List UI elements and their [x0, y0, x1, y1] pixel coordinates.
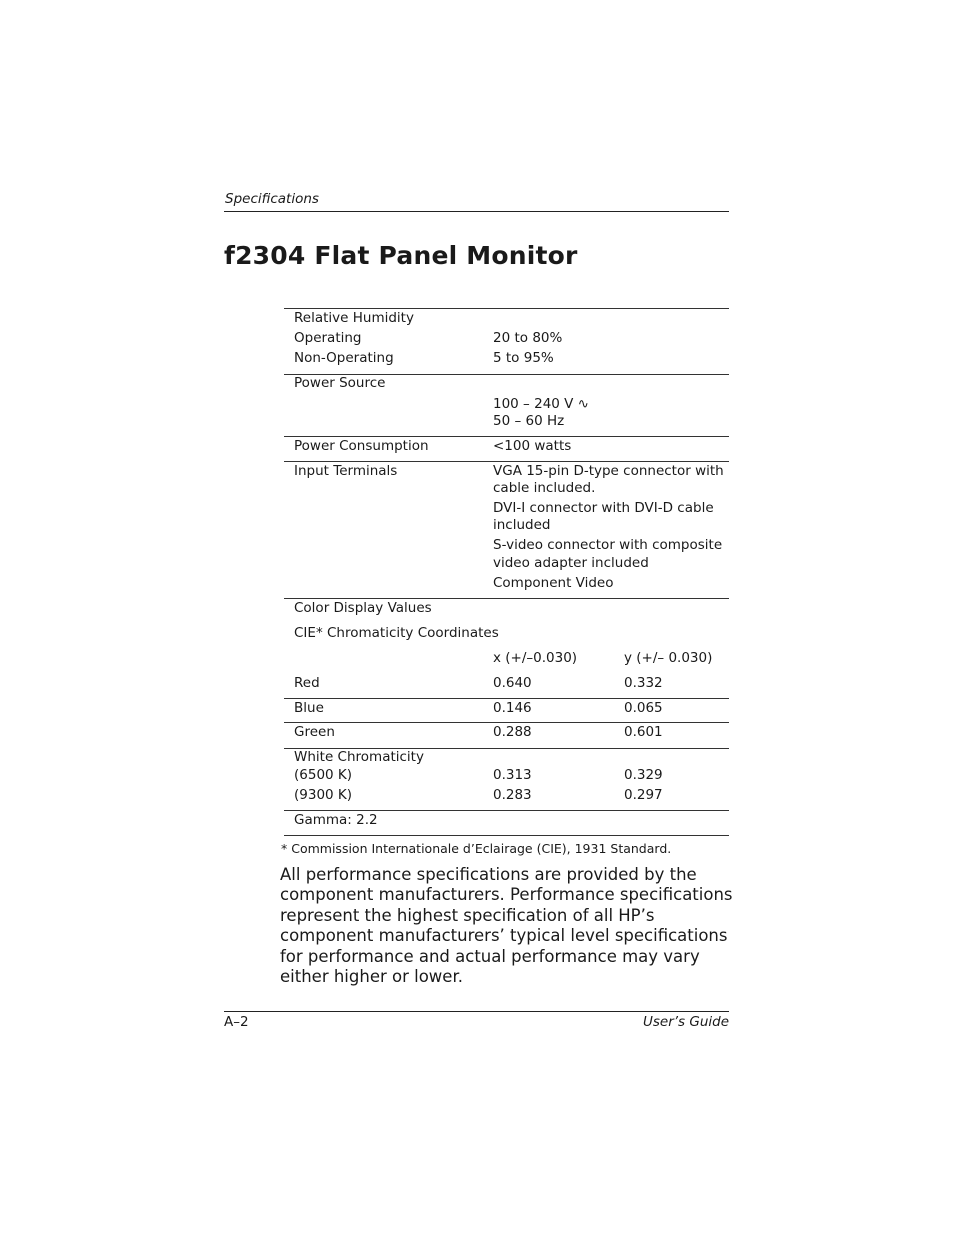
- table-rule: [284, 835, 729, 836]
- running-header: Specifications: [225, 191, 319, 207]
- header-rule: [224, 211, 729, 212]
- input-terminals-label: Input Terminals: [294, 463, 398, 479]
- input-terminal-item: included: [493, 517, 551, 533]
- color-display-label: Color Display Values: [294, 600, 432, 616]
- red-label: Red: [294, 675, 320, 691]
- red-y: 0.332: [624, 675, 663, 691]
- power-consumption-label: Power Consumption: [294, 438, 429, 454]
- input-terminal-item: cable included.: [493, 480, 596, 496]
- power-source-frequency: 50 – 60 Hz: [493, 413, 565, 429]
- table-rule: [284, 810, 729, 811]
- humidity-nonoperating-value: 5 to 95%: [493, 350, 554, 366]
- footer-doc-title: User’s Guide: [642, 1014, 729, 1030]
- table-rule: [284, 436, 729, 437]
- blue-y: 0.065: [624, 700, 663, 716]
- page-title: f2304 Flat Panel Monitor: [224, 241, 578, 270]
- white-9300k-x: 0.283: [493, 787, 532, 803]
- humidity-label: Relative Humidity: [294, 310, 414, 326]
- cie-label: CIE* Chromaticity Coordinates: [294, 625, 499, 641]
- white-6500k-label: (6500 K): [294, 767, 353, 783]
- red-x: 0.640: [493, 675, 532, 691]
- humidity-nonoperating-label: Non-Operating: [294, 350, 394, 366]
- gamma-value: Gamma: 2.2: [294, 812, 378, 828]
- blue-x: 0.146: [493, 700, 532, 716]
- input-terminal-item: DVI-I connector with DVI-D cable: [493, 500, 714, 516]
- table-rule: [284, 308, 729, 309]
- table-rule: [284, 598, 729, 599]
- blue-label: Blue: [294, 700, 324, 716]
- input-terminal-item: S-video connector with composite: [493, 537, 723, 553]
- table-rule: [284, 698, 729, 699]
- power-source-label: Power Source: [294, 375, 386, 391]
- x-column-header: x (+/–0.030): [493, 650, 578, 666]
- humidity-operating-label: Operating: [294, 330, 362, 346]
- green-label: Green: [294, 724, 335, 740]
- white-9300k-y: 0.297: [624, 787, 663, 803]
- green-y: 0.601: [624, 724, 663, 740]
- power-source-voltage: 100 – 240 V ∿: [493, 396, 589, 412]
- y-column-header: y (+/– 0.030): [624, 650, 713, 666]
- page-number: A–2: [224, 1014, 249, 1030]
- footnote: * Commission Internationale d’Eclairage (CIE), 1931 Standard.: [281, 841, 672, 856]
- input-terminal-item: video adapter included: [493, 555, 649, 571]
- footer-rule: [224, 1011, 729, 1012]
- table-rule: [284, 461, 729, 462]
- input-terminal-item: VGA 15-pin D-type connector with: [493, 463, 724, 479]
- green-x: 0.288: [493, 724, 532, 740]
- table-rule: [284, 722, 729, 723]
- white-6500k-x: 0.313: [493, 767, 532, 783]
- humidity-operating-value: 20 to 80%: [493, 330, 563, 346]
- white-chromaticity-label: White Chromaticity: [294, 749, 424, 765]
- white-6500k-y: 0.329: [624, 767, 663, 783]
- white-9300k-label: (9300 K): [294, 787, 353, 803]
- input-terminal-item: Component Video: [493, 575, 614, 591]
- power-consumption-value: <100 watts: [493, 438, 572, 454]
- body-paragraph: All performance specifications are provided by the component manufacturers. Performance specifications represent the highest specification of all HP’s component manufacturers’ typical level specifications for performance and actual performance may vary either higher or lower.: [280, 865, 733, 987]
